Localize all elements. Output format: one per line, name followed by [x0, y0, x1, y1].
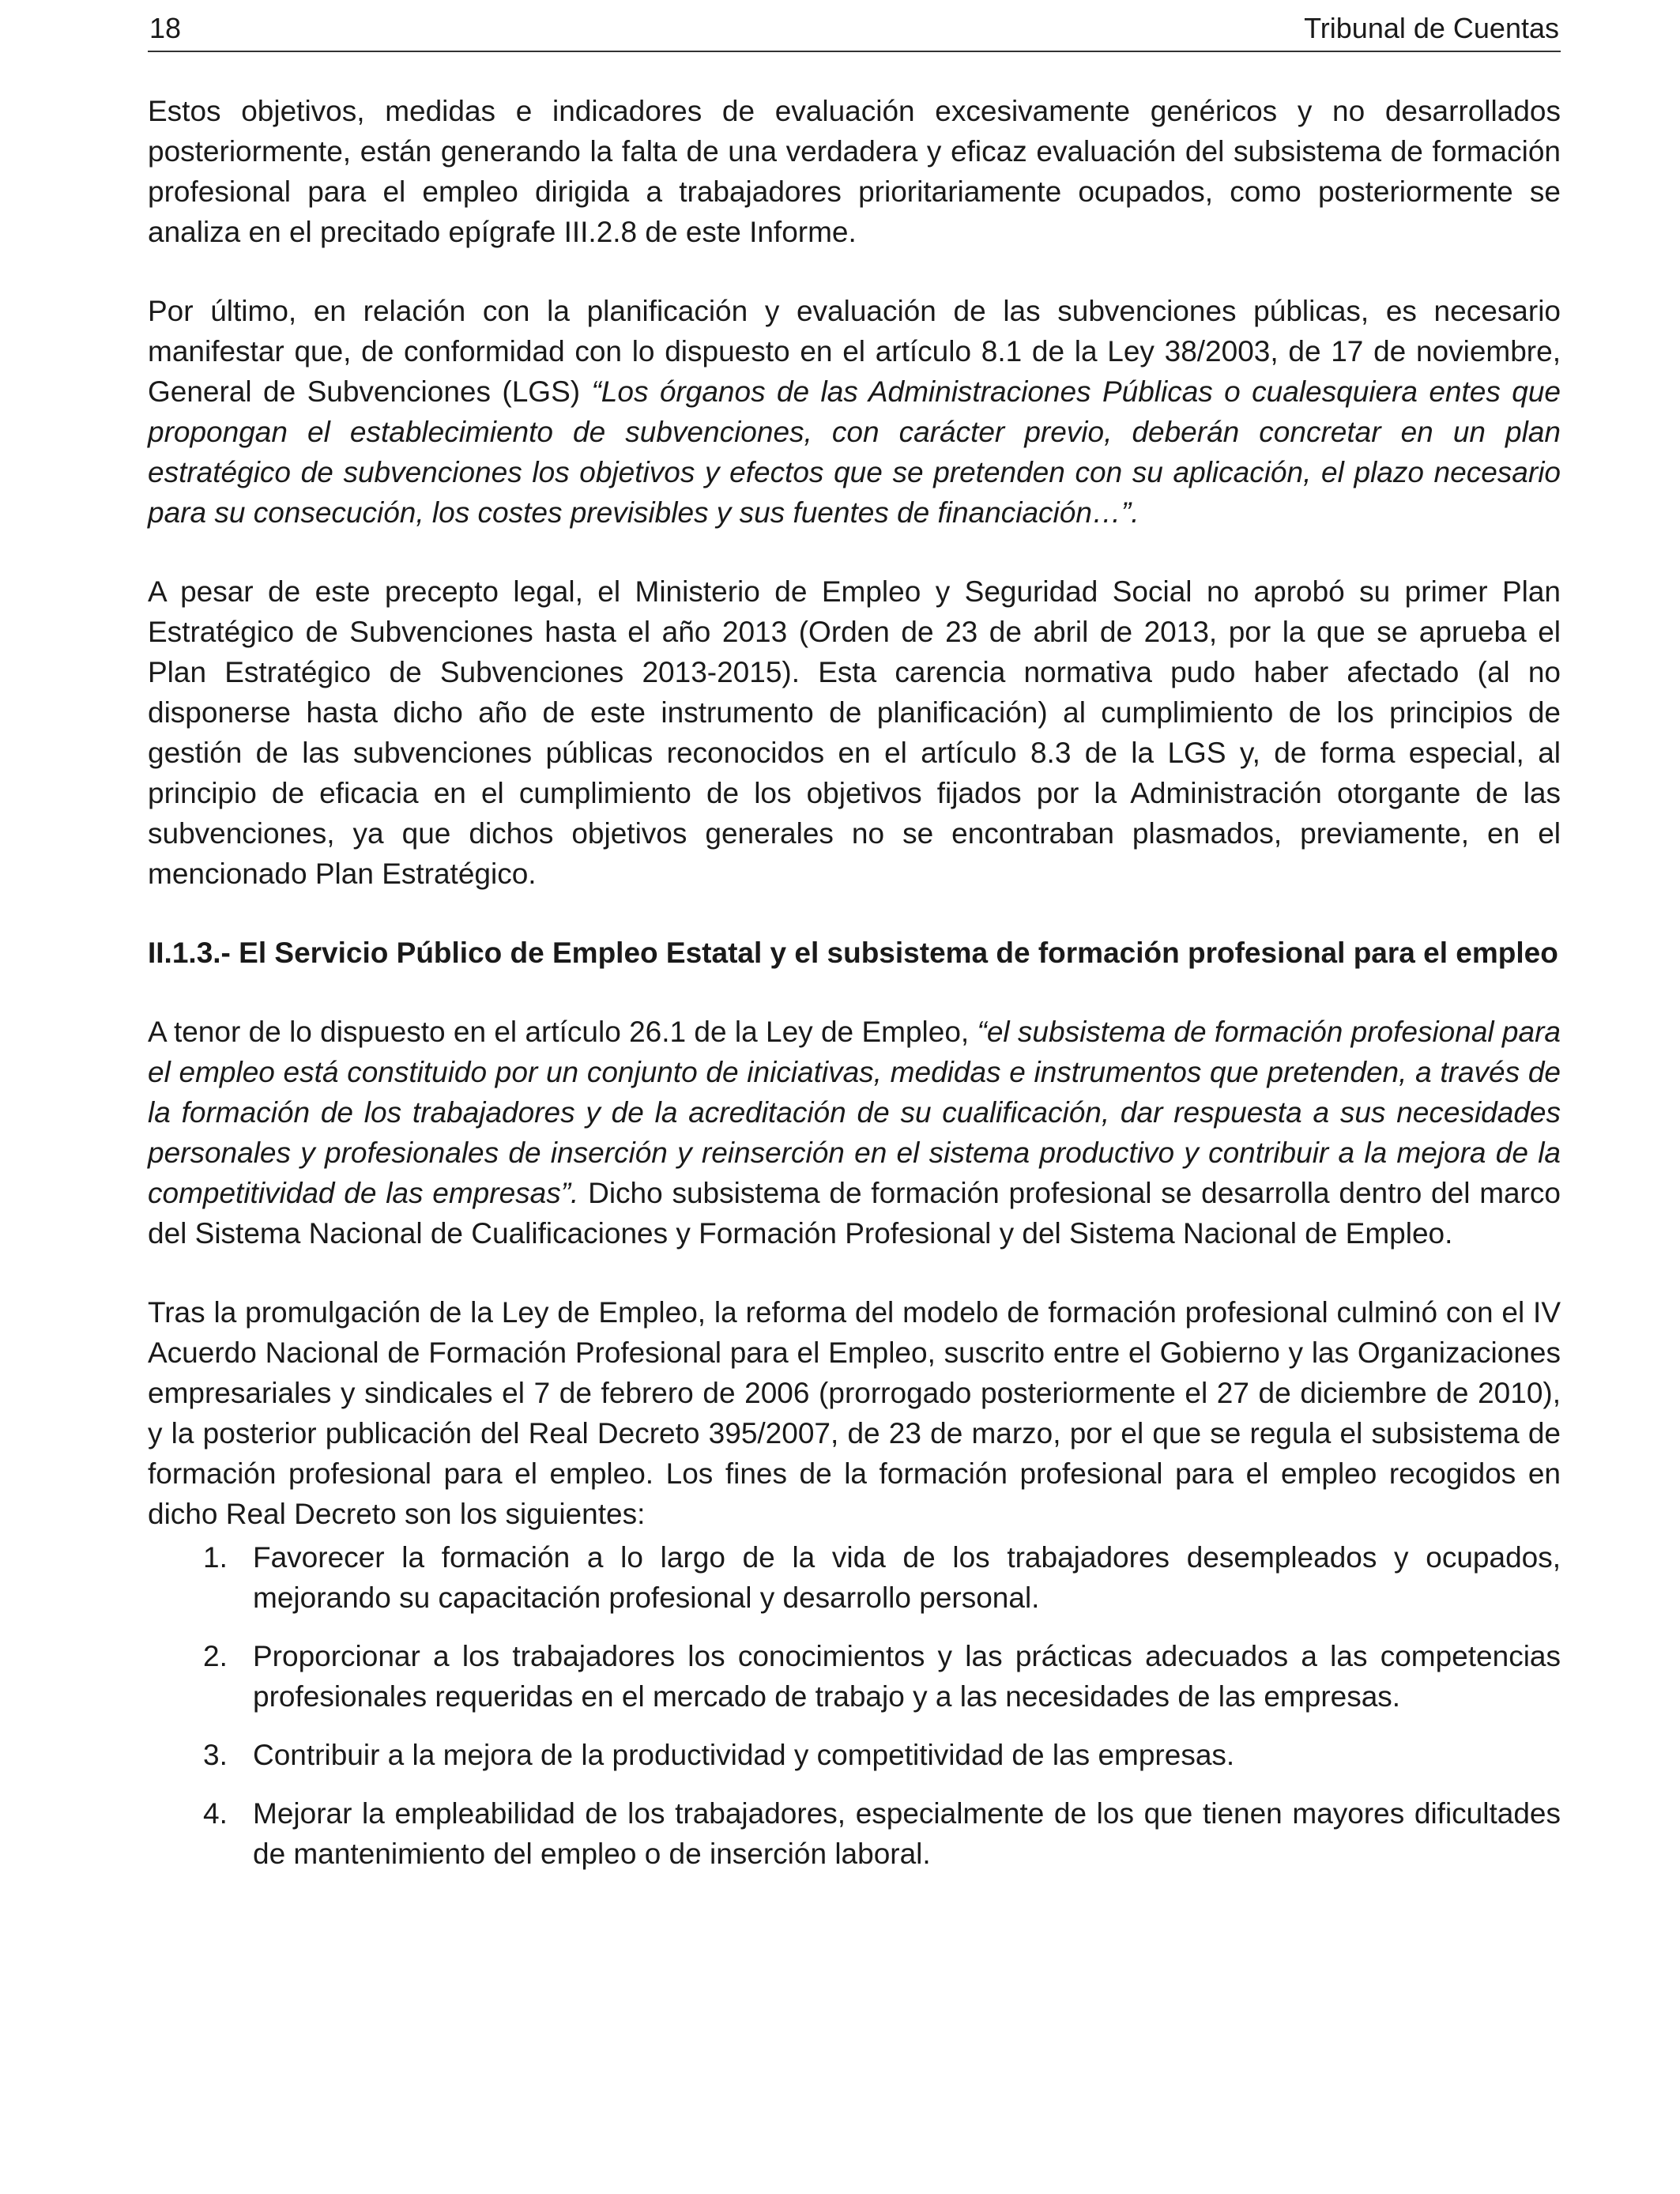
document-page — [148, 0, 1561, 1892]
list-item-text: Mejorar la empleabilidad de los trabajadores, especialmente de los que tienen mayores dificultades de mantenimiento del empleo o de inserción laboral. — [253, 1797, 1561, 1870]
paragraph-employment-law — [148, 1012, 1561, 1253]
list-item — [148, 1537, 1561, 1618]
list-item — [148, 1636, 1561, 1717]
paragraph-employment-law-lead: A tenor de lo dispuesto en el artículo 26.1 de la Ley de Empleo, — [148, 1016, 977, 1048]
aims-list — [148, 1537, 1561, 1874]
paragraph-planning-text: Por último, en relación con la planificación y evaluación de las subvenciones públicas, es necesario manifestar que, de conformidad con lo dispuesto en el artículo 8.1 de la Ley 38/2003, de 17 de noviembre, General de Subvenciones (LGS) — [148, 295, 1561, 408]
paragraph-planning — [148, 291, 1561, 533]
paragraph-evaluation: Estos objetivos, medidas e indicadores de evaluación excesivamente genéricos y no desarrollados posteriormente, están generando la falta de una verdadera y eficaz evaluación del subsistema de formación profesional para el empleo dirigida a trabajadores prioritariamente ocupados, como posteriormente se analiza en el precitado epígrafe III.2.8 de este Informe. — [148, 95, 1561, 248]
page-header — [148, 0, 1561, 52]
list-item-number: 3. — [203, 1739, 228, 1771]
paragraph-strategic-plan: A pesar de este precepto legal, el Ministerio de Empleo y Seguridad Social no aprobó su primer Plan Estratégico de Subvenciones hasta el año 2013 (Orden de 23 de abril de 2013, por la que se aprueba el Plan Estratégico de Subvenciones 2013-2015). Esta carencia normativa pudo haber afectado (al no disponerse hasta dicho año de este instrumento de planificación) al cumplimiento de los principios de gestión de las subvenciones públicas reconocidos en el artículo 8.3 de la LGS y, de forma especial, al principio de eficacia en el cumplimiento de los objetivos fijados por la Administración otorgante de las subvenciones, ya que dichos objetivos generales no se encontraban plasmados, previamente, en el mencionado Plan Estratégico. — [148, 575, 1561, 890]
page-body — [148, 52, 1561, 1874]
running-title: Tribunal de Cuentas — [1304, 12, 1559, 44]
legal-quote-lgs: “Los órganos de las Administraciones Públicas o cualesquiera entes que propongan el establecimiento de subvenciones, con carácter previo, deberán concretar en un plan estratégico de subvenciones los objetivos y efectos que se pretenden con su aplicación, el plazo necesario para su consecución, los costes previsibles y sus fuentes de financiación…”. — [148, 375, 1561, 529]
list-item-text: Proporcionar a los trabajadores los conocimientos y las prácticas adecuados a las competencias profesionales requeridas en el mercado de trabajo y a las necesidades de las empresas. — [253, 1640, 1561, 1713]
legal-quote-employment-law: “el subsistema de formación profesional para el empleo está constituido por un conjunto de iniciativas, medidas e instrumentos que pretenden, a través de la formación de los trabajadores y de la acreditación de su cualificación, dar respuesta a sus necesidades personales y profesionales de inserción y reinserción en el sistema productivo y contribuir a la mejora de la competitividad de las empresas”. — [148, 1016, 1561, 1209]
list-item — [148, 1793, 1561, 1874]
section-heading: II.1.3.- El Servicio Público de Empleo Estatal y el subsistema de formación profesional para el empleo — [148, 937, 1558, 969]
page-number: 18 — [149, 12, 182, 44]
list-item-number: 4. — [203, 1797, 228, 1830]
list-item-number: 2. — [203, 1640, 228, 1672]
paragraph-reform: Tras la promulgación de la Ley de Empleo, la reforma del modelo de formación profesional culminó con el IV Acuerdo Nacional de Formación Profesional para el Empleo, suscrito entre el Gobierno y las Organizaciones empresariales y sindicales el 7 de febrero de 2006 (prorrogado posteriormente el 27 de diciembre de 2010), y la posterior publicación del Real Decreto 395/2007, de 23 de marzo, por el que se regula el subsistema de formación profesional para el empleo. Los fines de la formación profesional para el empleo recogidos en dicho Real Decreto son los siguientes: — [148, 1296, 1561, 1530]
list-item-text: Favorecer la formación a lo largo de la vida de los trabajadores desempleados y ocupados, mejorando su capacitación profesional y desarrollo personal. — [253, 1541, 1561, 1614]
paragraph-employment-law-tail: Dicho subsistema de formación profesional se desarrolla dentro del marco del Sistema Nacional de Cualificaciones y Formación Profesional y del Sistema Nacional de Empleo. — [148, 1177, 1561, 1250]
list-item-text: Contribuir a la mejora de la productividad y competitividad de las empresas. — [253, 1739, 1235, 1771]
list-item-number: 1. — [203, 1541, 228, 1574]
list-item — [148, 1735, 1561, 1775]
